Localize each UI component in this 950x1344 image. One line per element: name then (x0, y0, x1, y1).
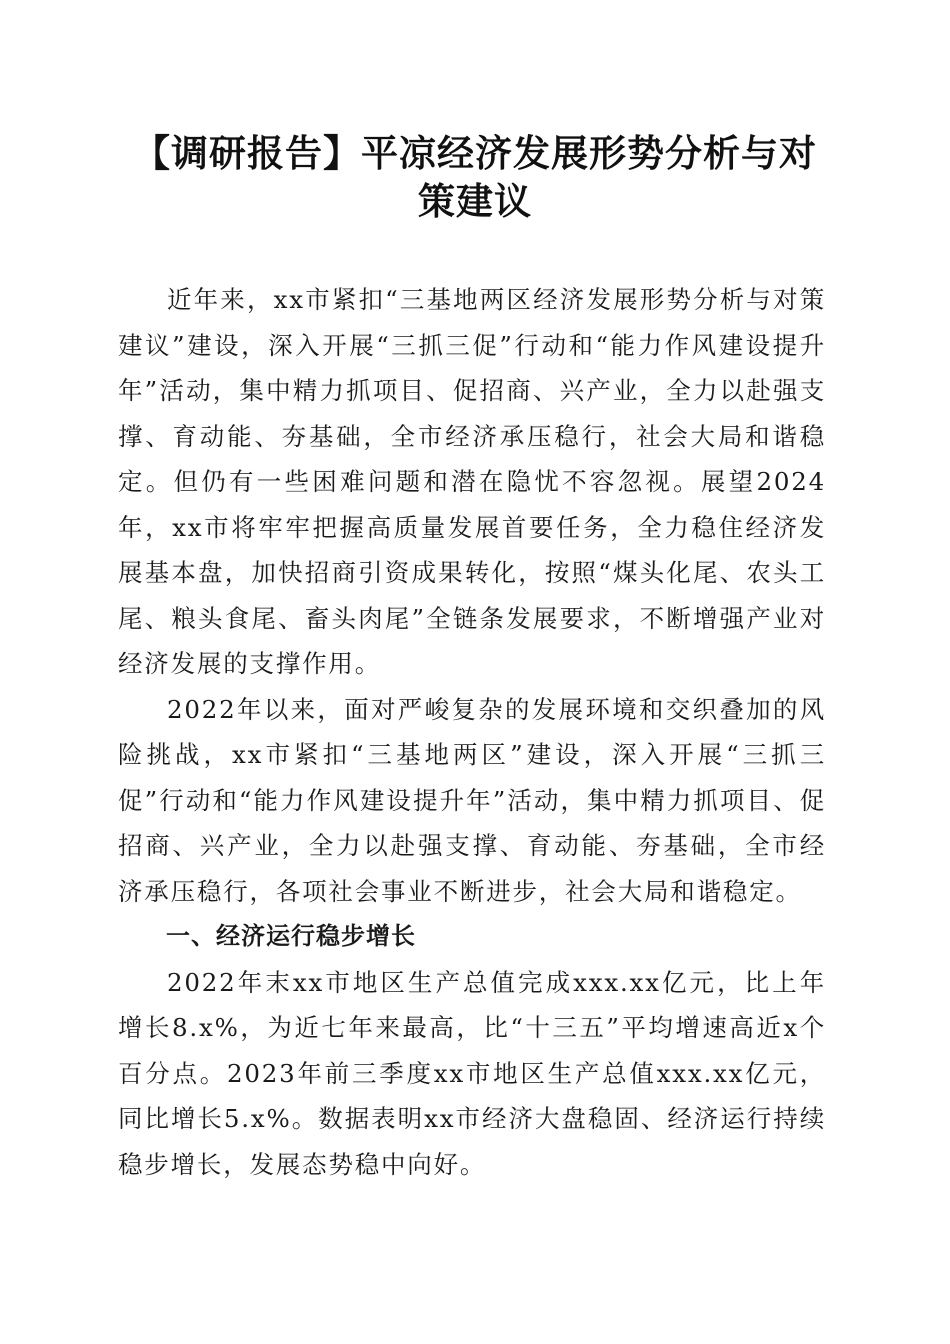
section-paragraph: 2022年末xx市地区生产总值完成xxx.xx亿元，比上年增长8.x%，为近七年来最高，比“十三五”平均增速高近x个百分点。2023年前三季度xx市地区生产总值xxx.xx亿元，同比增长5.x%。数据表明xx市经济大盘稳固、经济运行持续稳步增长，发展态势稳中向好。 (118, 967, 826, 1179)
background-paragraph: 2022年以来，面对严峻复杂的发展环境和交织叠加的风险挑战，xx市紧扣“三基地两区”建设，深入开展“三抓三促”行动和“能力作风建设提升年”活动，集中精力抓项目、促招商、兴产业，全力以赴强支撑、育动能、夯基础，全市经济承压稳行，各项社会事业不断进步，社会大局和谐稳定。 (118, 694, 826, 906)
document-body (118, 277, 826, 1187)
section-heading: 一、经济运行稳步增长 (166, 922, 416, 950)
document-title: 【调研报告】平凉经济发展形势分析与对策建议 (133, 132, 817, 223)
intro-paragraph: 近年来，xx市紧扣“三基地两区经济发展形势分析与对策建议”建设，深入开展“三抓三促”行动和“能力作风建设提升年”活动，集中精力抓项目、促招商、兴产业，全力以赴强支撑、育动能、夯基础，全市经济承压稳行，社会大局和谐稳定。但仍有一些困难问题和潜在隐忧不容忽视。展望2024年，xx市将牢牢把握高质量发展首要任务，全力稳住经济发展基本盘，加快招商引资成果转化，按照“煤头化尾、农头工尾、粮头食尾、畜头肉尾”全链条发展要求，不断增强产业对经济发展的支撑作用。 (118, 285, 826, 678)
